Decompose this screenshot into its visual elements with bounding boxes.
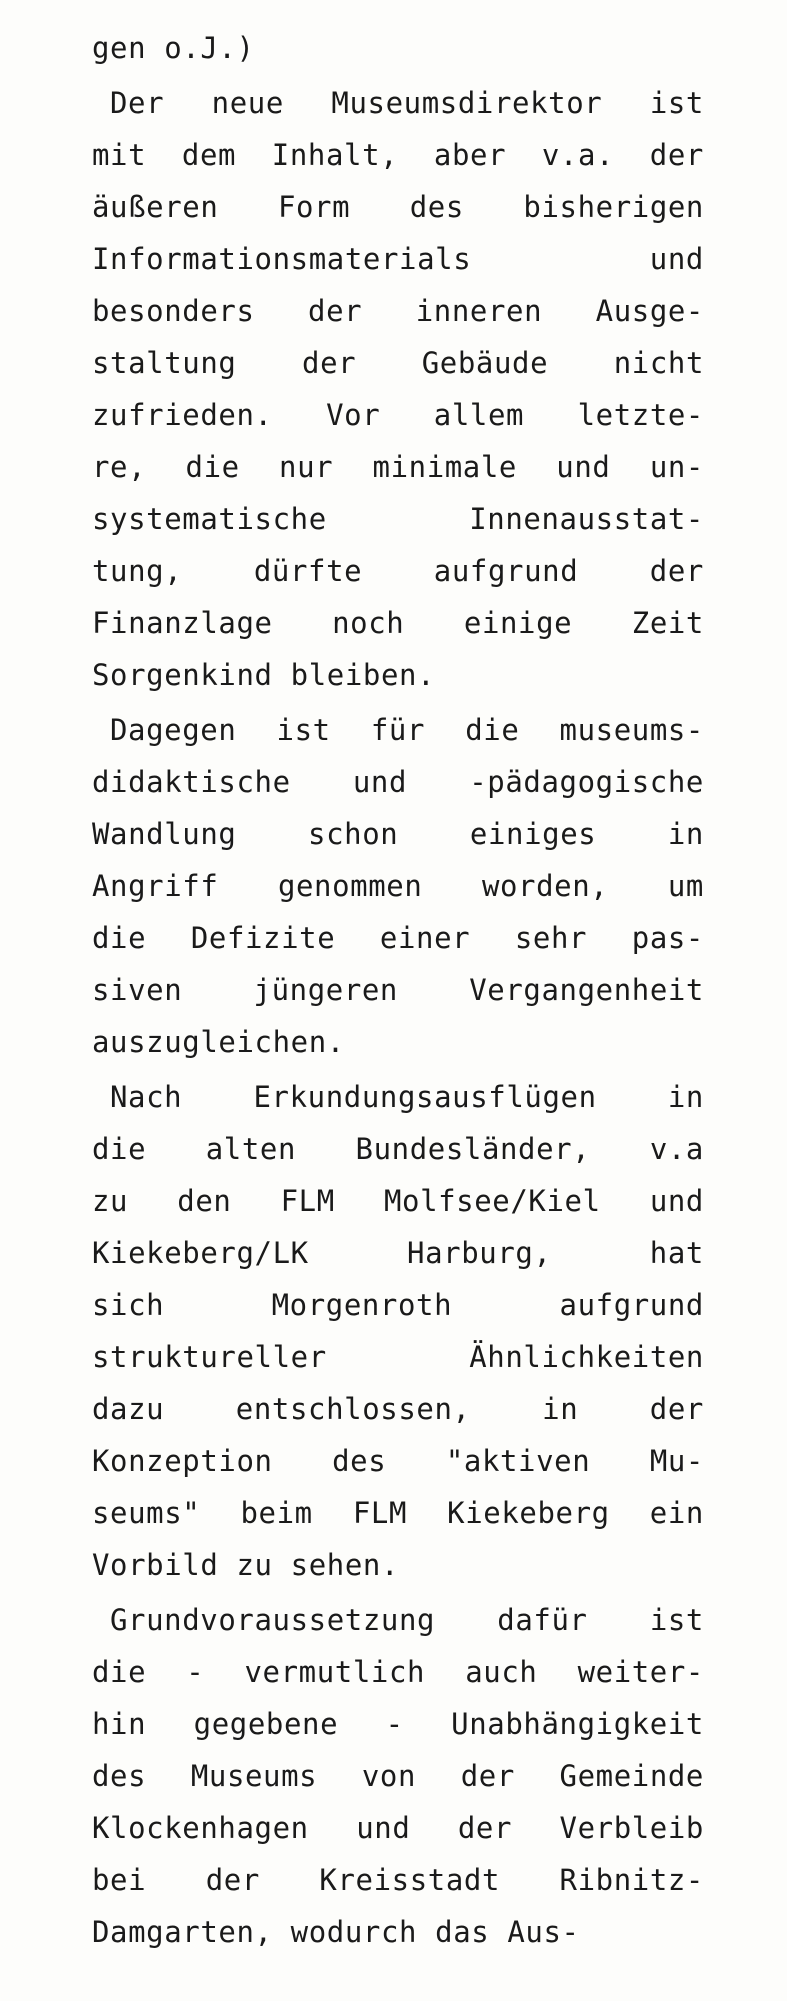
text-line: dazu entschlossen, in der (92, 1392, 704, 1426)
text-line: didaktische und -pädagogische (92, 765, 704, 799)
text-line: besonders der inneren Ausge- (92, 294, 704, 328)
text-line: hin gegebene - Unabhängigkeit (92, 1707, 704, 1741)
text-line: Kiekeberg/LK Harburg, hat (92, 1236, 704, 1270)
text-line: tung, dürfte aufgrund der (92, 554, 704, 588)
text-line: die Defizite einer sehr pas- (92, 921, 704, 955)
text-line: Dagegen ist für die museums- (110, 713, 704, 747)
text-line: struktureller Ähnlichkeiten (92, 1340, 704, 1374)
text-line: Wandlung schon einiges in (92, 817, 704, 851)
text-line: Sorgenkind bleiben. (92, 658, 436, 692)
text-line: re, die nur minimale und un- (92, 450, 704, 484)
text-line: die - vermutlich auch weiter- (92, 1655, 704, 1689)
text-line: Grundvoraussetzung dafür ist (110, 1603, 704, 1637)
text-line: Klockenhagen und der Verbleib (92, 1811, 704, 1845)
text-line: mit dem Inhalt, aber v.a. der (92, 138, 704, 172)
text-line: Damgarten, wodurch das Aus- (92, 1915, 580, 1949)
paragraph (92, 1594, 704, 1958)
text-line: äußeren Form des bisherigen (92, 190, 704, 224)
paragraph (92, 77, 704, 701)
text-line: Angriff genommen worden, um (92, 869, 704, 903)
text-line: staltung der Gebäude nicht (92, 346, 704, 380)
text-line: Der neue Museumsdirektor ist (110, 86, 704, 120)
text-column (92, 22, 704, 1958)
text-line: siven jüngeren Vergangenheit (92, 973, 704, 1007)
paragraph (92, 22, 704, 74)
text-line: Finanzlage noch einige Zeit (92, 606, 704, 640)
text-line: auszugleichen. (92, 1025, 345, 1059)
text-line: des Museums von der Gemeinde (92, 1759, 704, 1793)
text-line: zu den FLM Molfsee/Kiel und (92, 1184, 704, 1218)
text-line: Vorbild zu sehen. (92, 1548, 400, 1582)
text-line: Nach Erkundungsausflügen in (110, 1080, 704, 1114)
text-line: gen o.J.) (92, 31, 255, 65)
paragraph (92, 1071, 704, 1591)
text-line: sich Morgenroth aufgrund (92, 1288, 704, 1322)
text-line: zufrieden. Vor allem letzte- (92, 398, 704, 432)
text-line: die alten Bundesländer, v.a (92, 1132, 704, 1166)
text-line: Konzeption des "aktiven Mu- (92, 1444, 704, 1478)
paragraph (92, 704, 704, 1068)
text-line: seums" beim FLM Kiekeberg ein (92, 1496, 704, 1530)
text-line: bei der Kreisstadt Ribnitz- (92, 1863, 704, 1897)
text-line: Informationsmaterials und (92, 242, 704, 276)
text-line: systematische Innenausstat- (92, 502, 704, 536)
